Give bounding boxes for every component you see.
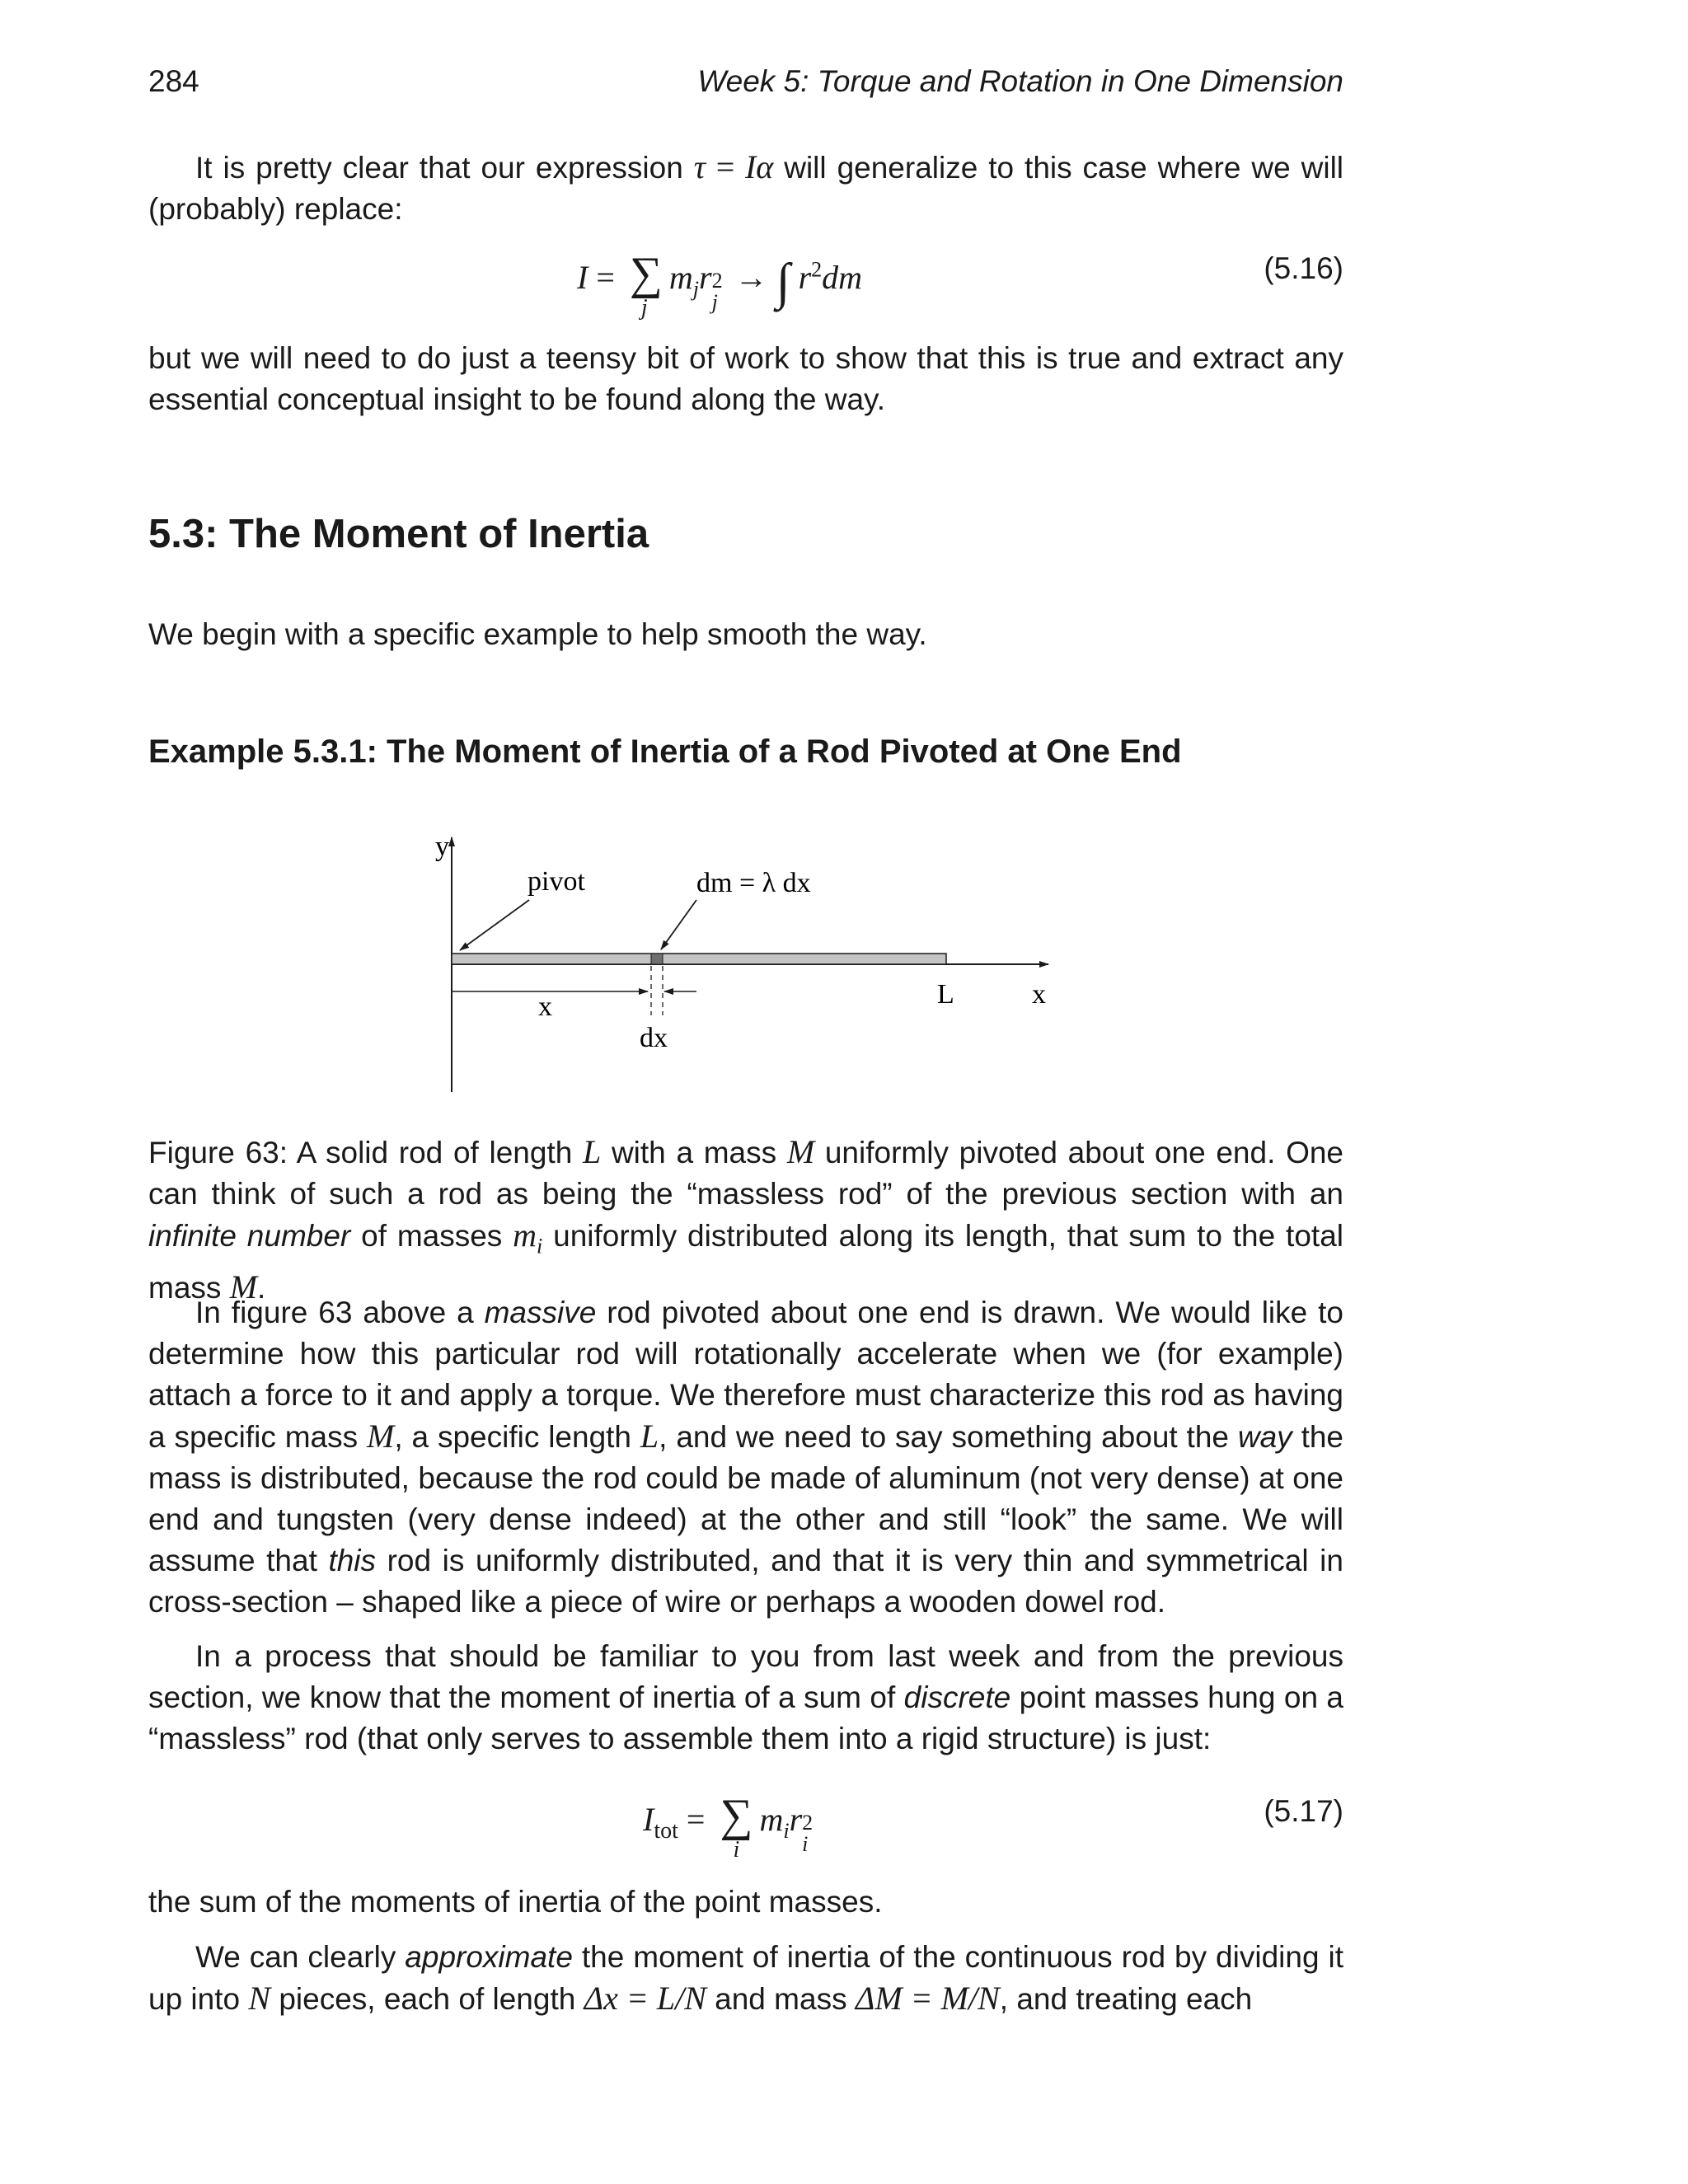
section-intro: We begin with a specific example to help smooth the way. (148, 617, 927, 651)
paragraph-after-5-17: the sum of the moments of inertia of the point masses. (148, 1885, 883, 1919)
equation-5-17-body: $I_{tot}$ = ∑ i $m_ir$ 2 i (643, 1790, 814, 1863)
paragraph-discrete-masses: In a process that should be familiar to you from last week and from the previous section, we know that the moment of inertia of a sum of discrete point masses hung on a “massless” rod (that only serves to assemble them into a rigid structure) is just: (148, 1639, 1344, 1755)
equation-5-16-body: I = ∑ j $m_jr$ 2 j → ∫ $r^2dm$ (577, 248, 863, 321)
dm-arrow (661, 900, 696, 949)
running-title: Week 5: Torque and Rotation in One Dimension (697, 64, 1343, 98)
rod (452, 954, 946, 964)
equation-5-17 (148, 1784, 1343, 1867)
pivot-arrow (460, 900, 529, 950)
dm-label: dm = λ dx (696, 868, 811, 898)
rod-figure (412, 824, 1088, 1104)
paragraph-after-5-16: but we will need to do just a teensy bit of work to show that this is true and extract any essential conceptual insight to be found along the way. (148, 341, 1343, 416)
y-axis-label: y (435, 832, 449, 862)
intro-paragraph: It is pretty clear that our expression τ = Iα will generalize to this case where we will (probably) replace: (148, 148, 1344, 226)
figure-caption: Figure 63: A solid rod of length L with a mass M uniformly pivoted about one end. One can think of such a rod as being the “massless rod” of the previous section with an infinite number of masses $m_i$ uniformly distributed along its length, that sum to the total mass M. (148, 1133, 1343, 1306)
equation-5-16 (148, 239, 1343, 321)
example-heading: Example 5.3.1: The Moment of Inertia of a Rod Pivoted at One End (148, 733, 1182, 770)
length-label: L (937, 979, 954, 1010)
paragraph-approximate: We can clearly approximate the moment of inertia of the continuous rod by dividing it up into N pieces, each of length Δx = L/N and mass ΔM = M/N, and treating each (148, 1940, 1343, 2017)
equation-number: (5.17) (1264, 1794, 1343, 1828)
dx-label: dx (640, 1023, 668, 1053)
page-number: 284 (148, 64, 199, 98)
equation-number: (5.16) (1264, 251, 1343, 285)
paragraph-massive-rod: In figure 63 above a massive rod pivoted about one end is drawn. We would like to determine how this particular rod will rotationally accelerate when we (for example) attach a force to it and apply a torque. We therefore must characterize this rod as having a specific mass M, a specific length L, and we need to say something about the way the mass is distributed, because the rod could be made of aluminum (not very dense) at one end and tungsten (very dense indeed) at the other and still “look” the same. We will assume that this rod is uniformly distributed, and that it is very thin and symmetrical in cross-section – shaped like a piece of wire or perhaps a wooden dowel rod. (148, 1296, 1344, 1619)
page-header (148, 64, 1343, 105)
dm-element (651, 954, 663, 964)
pivot-label: pivot (528, 866, 585, 897)
section-heading: 5.3: The Moment of Inertia (148, 512, 649, 556)
x-axis-label: x (1032, 979, 1046, 1010)
x-distance-label: x (538, 991, 552, 1022)
